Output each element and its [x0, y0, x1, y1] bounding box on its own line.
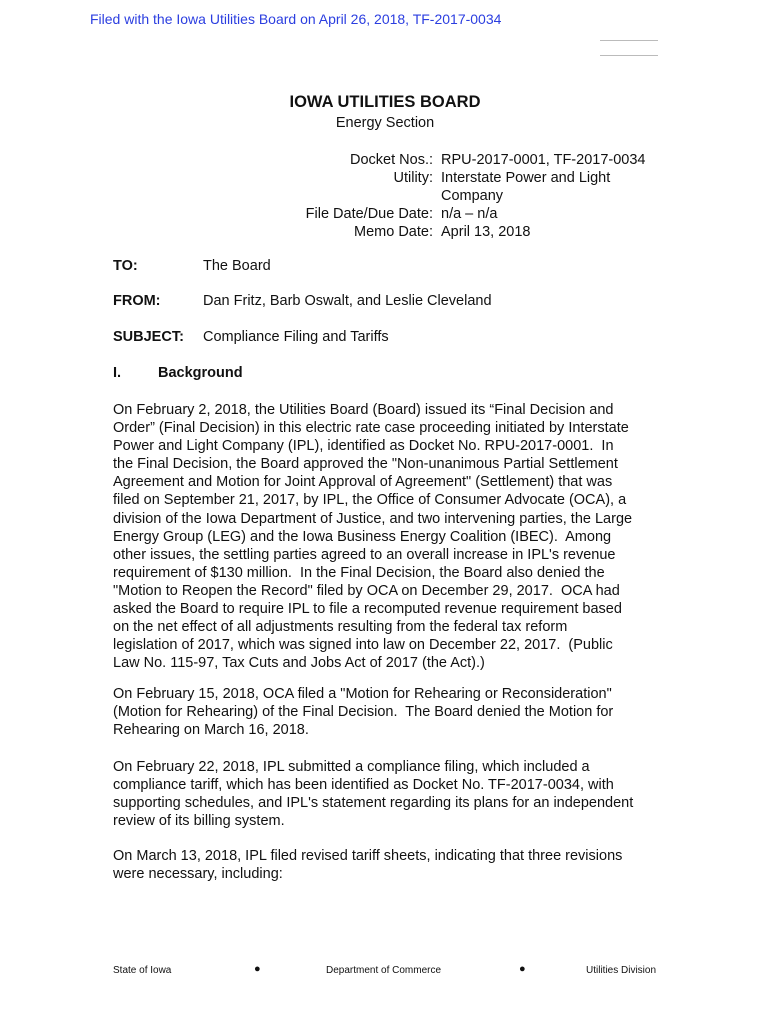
paragraph-rehearing: [113, 685, 648, 739]
paragraph-line: compliance tariff, which has been identified as Docket No. TF-2017-0034, with: [113, 777, 614, 794]
paragraph-line: Law No. 115-97, Tax Cuts and Jobs Act of 2017 (the Act).): [113, 655, 485, 672]
paragraph-line: review of its billing system.: [113, 813, 285, 830]
paragraph-revisions: [113, 847, 648, 883]
paragraph-line: Order” (Final Decision) in this electric rate case proceeding initiated by Interstate: [113, 420, 629, 437]
subject-value: Compliance Filing and Tariffs: [203, 329, 389, 345]
memodate-value: April 13, 2018: [441, 224, 531, 240]
paragraph-background: [113, 401, 648, 672]
paragraph-line: division of the Iowa Department of Justice, and two intervening parties, the Large: [113, 510, 633, 527]
utility-value-cont: Company: [441, 188, 504, 204]
paragraph-line: On February 2, 2018, the Utilities Board (Board) issued its “Final Decision and: [113, 402, 614, 418]
filedate-value: n/a – n/a: [441, 206, 498, 222]
paragraph-line: Agreement and Motion for Joint Approval of Agreement" (Settlement) that was: [113, 474, 613, 491]
from-label: FROM:: [113, 293, 161, 309]
paragraph-line: the Final Decision, the Board approved the "Non-unanimous Partial Settlement: [113, 456, 618, 473]
subject-label: SUBJECT:: [113, 329, 184, 345]
footer-separator: ●: [254, 963, 261, 975]
section-number: I.: [113, 365, 122, 381]
paragraph-compliance: [113, 758, 648, 830]
footer-separator: ●: [519, 963, 526, 975]
paragraph-line: On February 22, 2018, IPL submitted a compliance filing, which included a: [113, 759, 590, 775]
paragraph-line: asked the Board to require IPL to file a recomputed revenue requirement based: [113, 601, 622, 618]
paragraph-line: "Motion to Reopen the Record" filed by OCA on December 29, 2017. OCA had: [113, 582, 620, 599]
document-section: Energy Section: [335, 115, 435, 131]
paragraph-line: (Motion for Rehearing) of the Final Decision. The Board denied the Motion for: [113, 704, 614, 721]
paragraph-line: filed on September 21, 2017, by IPL, the Office of Consumer Advocate (OCA), a: [113, 492, 627, 509]
footer-left: State of Iowa: [113, 965, 172, 976]
document-title: IOWA UTILITIES BOARD: [289, 93, 481, 111]
filedate-label: File Date/Due Date:: [305, 206, 433, 222]
filing-stamp: Filed with the Iowa Utilities Board on April 26, 2018, TF-2017-0034: [90, 11, 502, 27]
footer-right: Utilities Division: [586, 965, 657, 976]
paragraph-line: supporting schedules, and IPL's statement regarding its plans for an independent: [113, 795, 634, 812]
docket-label: Docket Nos.:: [350, 152, 433, 168]
paragraph-line: Power and Light Company (IPL), identified as Docket No. RPU-2017-0001. In: [113, 438, 614, 455]
paragraph-line: On March 13, 2018, IPL filed revised tariff sheets, indicating that three revisions: [113, 848, 623, 864]
paragraph-line: requirement of $130 million. In the Final Decision, the Board also denied the: [113, 564, 605, 581]
footer-middle: Department of Commerce: [326, 965, 442, 976]
docket-value: RPU-2017-0001, TF-2017-0034: [441, 152, 646, 168]
paragraph-line: Energy Group (LEG) and the Iowa Business Energy Coalition (IBEC). Among: [113, 528, 612, 545]
paragraph-line: legislation of 2017, which was signed into law on December 22, 2017. (Public: [113, 637, 613, 654]
paragraph-line: on the net effect of all adjustments resulting from the federal tax reform: [113, 619, 568, 636]
to-label: TO:: [113, 258, 138, 274]
paragraph-line: other issues, the settling parties agreed to an overall increase in IPL's revenue: [113, 546, 616, 563]
redaction-line: [600, 40, 658, 41]
paragraph-line: On February 15, 2018, OCA filed a "Motion for Rehearing or Reconsideration": [113, 686, 612, 702]
from-value: Dan Fritz, Barb Oswalt, and Leslie Cleveland: [203, 293, 492, 309]
paragraph-line: Rehearing on March 16, 2018.: [113, 722, 309, 739]
paragraph-line: were necessary, including:: [113, 866, 283, 883]
memodate-label: Memo Date:: [354, 224, 433, 240]
section-heading: [113, 365, 243, 381]
utility-value: Interstate Power and Light: [441, 170, 611, 186]
section-title: Background: [158, 365, 243, 381]
utility-label: Utility:: [393, 170, 433, 186]
to-value: The Board: [203, 258, 271, 274]
redaction-line: [600, 55, 658, 56]
